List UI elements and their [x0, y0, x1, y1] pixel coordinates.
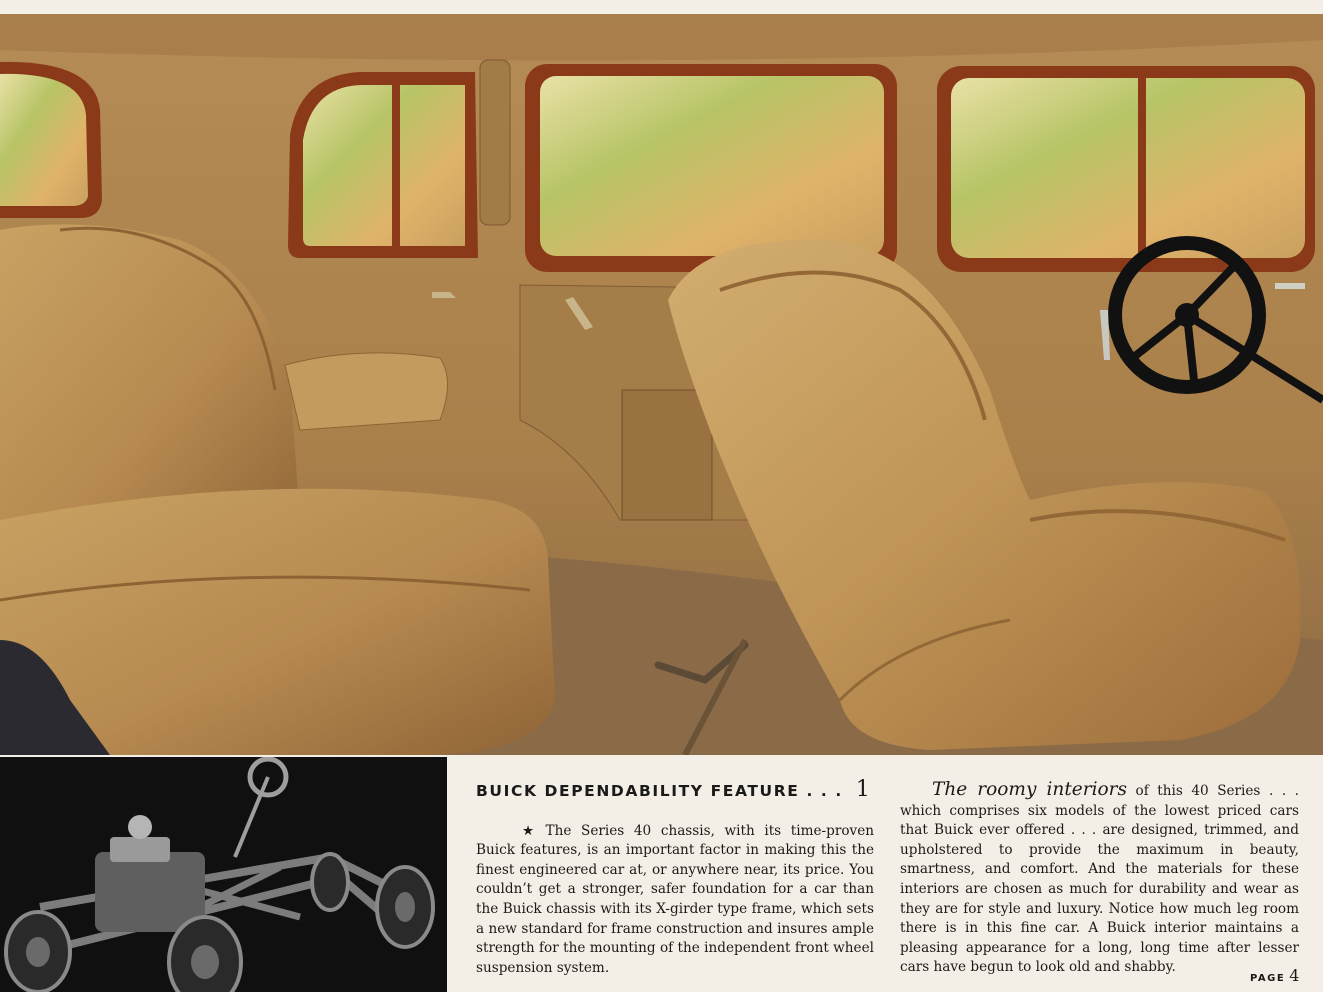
page-number-label	[1250, 966, 1301, 985]
page-number: 4	[1289, 966, 1301, 985]
feature-body: The Series 40 chassis, with its time-proven Buick features, is an important factor in making this the finest engineered car at, or anywhere near, its price. You couldn’t get a stronger, safer foundation for a car than the Buick chassis with its X-girder type frame, which sets a new standard for frame construction and insures ample strength for the mounting of the independent front wheel suspension system.	[476, 822, 875, 976]
door-pillar	[480, 60, 510, 225]
interiors-column	[900, 780, 1299, 978]
interiors-body: of this 40 Series . . . which comprises six models of the lowest priced cars that Buick ever offered . . . are designed, trimmed, and upholstered to provide the maximum in beauty, smartness, and comfort. And the materials for these interiors are chosen as much for durability and wear as they are for style and luxury. Notice how much leg room there is in this fine car. A Buick interior maintains a pleasing appearance for a long, long time after lesser cars have begun to look old and shabby.	[900, 783, 1299, 976]
rear-quarter-window	[288, 72, 478, 258]
interiors-lead: The roomy interiors	[932, 779, 1127, 800]
star-icon: ★	[522, 822, 540, 839]
chassis-photo	[0, 757, 447, 992]
feature-heading	[476, 777, 874, 802]
feature-heading-text: BUICK DEPENDABILITY FEATURE . . .	[476, 782, 843, 800]
feature-column	[476, 777, 875, 978]
page-label-text: PAGE	[1250, 973, 1286, 984]
front-door-window	[937, 66, 1315, 272]
rear-left-window	[0, 62, 102, 218]
feature-number: 1	[855, 777, 872, 802]
feature-paragraph	[476, 822, 874, 979]
interiors-paragraph	[900, 780, 1299, 978]
rear-door-window	[525, 64, 897, 272]
